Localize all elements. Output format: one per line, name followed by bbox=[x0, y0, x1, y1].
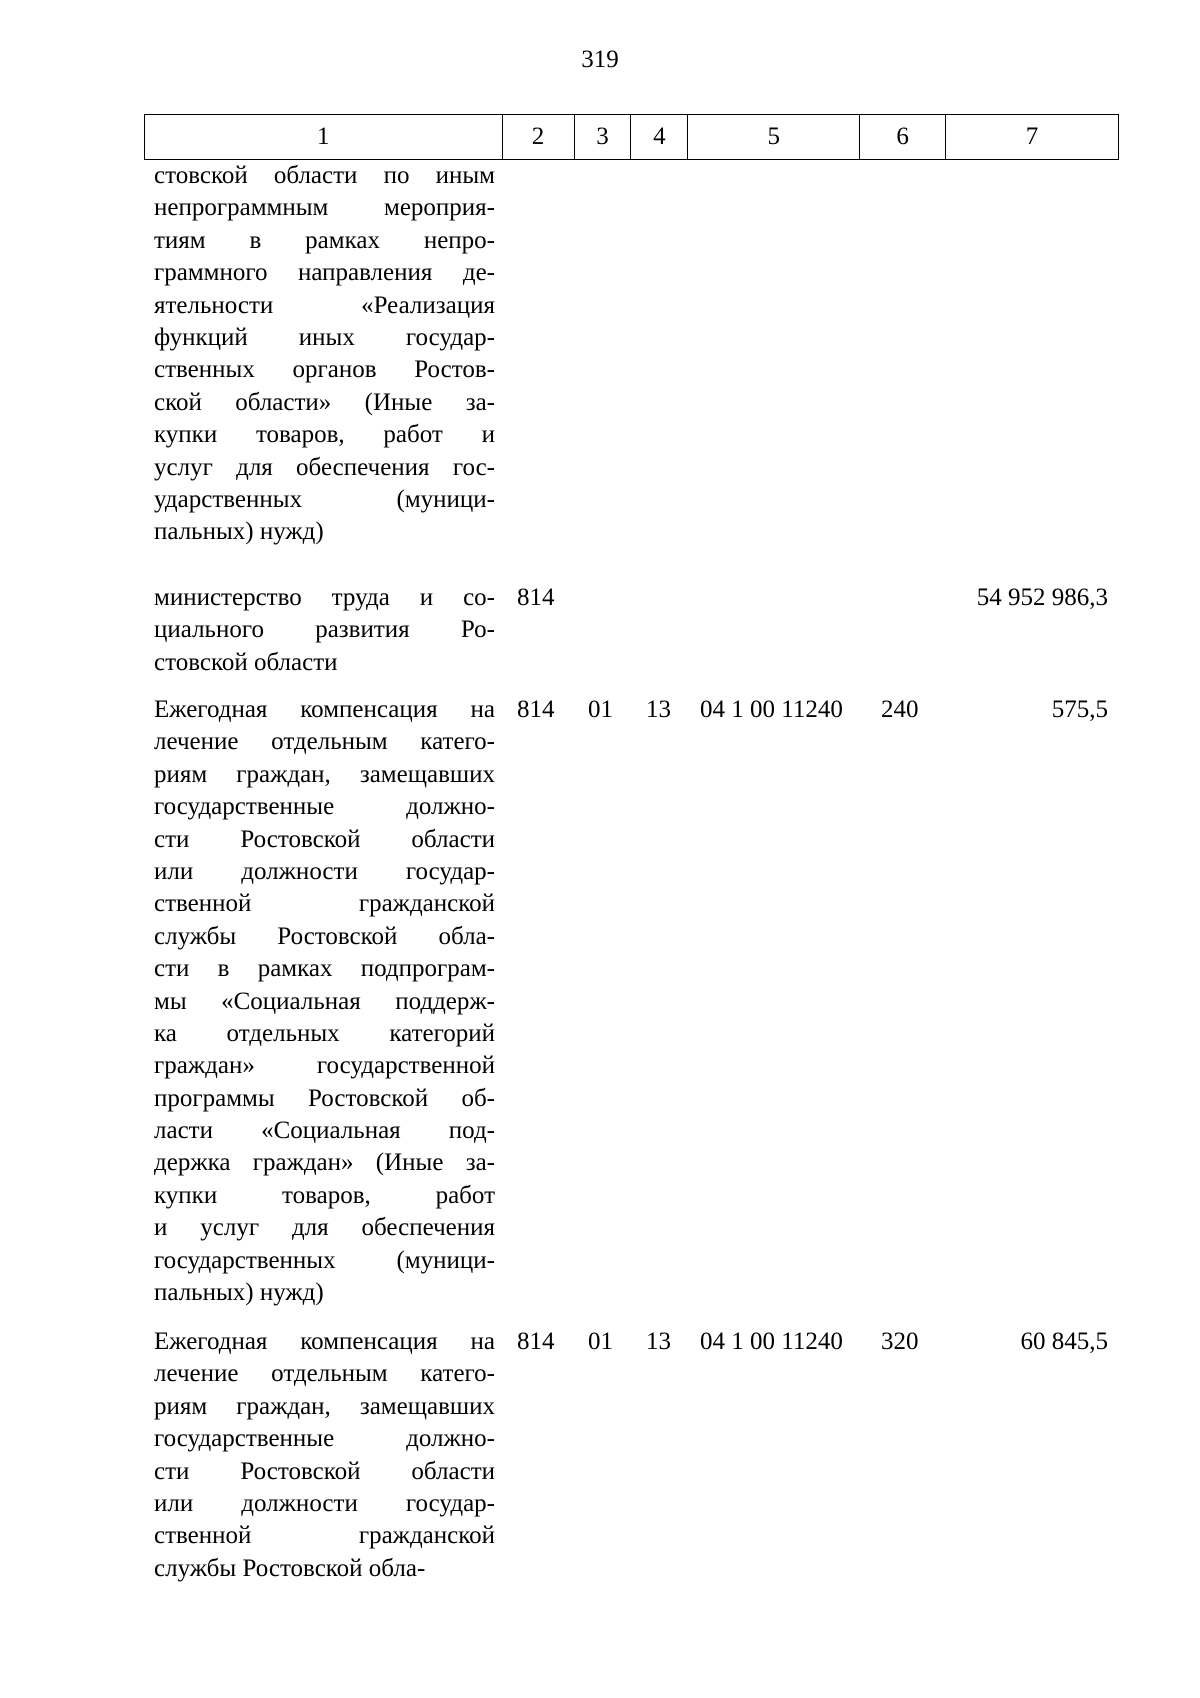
header-col-1: 1 bbox=[145, 115, 503, 160]
description-line: ской области» (Иные за- bbox=[154, 388, 495, 416]
description-line: стовской области bbox=[154, 648, 338, 676]
header-col-4: 4 bbox=[631, 115, 688, 160]
cell-pr: 13 bbox=[646, 1328, 671, 1355]
row-description bbox=[154, 694, 495, 1309]
header-col-5: 5 bbox=[688, 115, 860, 160]
description-line: стовской области по иным bbox=[154, 162, 495, 189]
description-line: ка отдельных категорий bbox=[154, 1019, 495, 1047]
description-line: тиям в рамках непро- bbox=[154, 226, 495, 254]
header-col-2: 2 bbox=[502, 115, 574, 160]
row-description bbox=[154, 1326, 495, 1585]
description-line: непрограммным мероприя- bbox=[154, 194, 495, 222]
description-line: функций иных государ- bbox=[154, 323, 495, 351]
cell-pr: 13 bbox=[646, 696, 671, 723]
description-line: службы Ростовской обла- bbox=[154, 922, 495, 950]
page-number: 319 bbox=[581, 46, 619, 73]
description-line: программы Ростовской об- bbox=[154, 1084, 495, 1112]
description-line: ственных органов Ростов- bbox=[154, 356, 495, 384]
description-line: держка граждан» (Иные за- bbox=[154, 1149, 495, 1177]
table-header bbox=[144, 114, 1119, 160]
header-col-7: 7 bbox=[946, 115, 1119, 160]
description-line: государственные должно- bbox=[154, 1425, 495, 1453]
description-line: ственной гражданской bbox=[154, 890, 495, 918]
header-col-6: 6 bbox=[860, 115, 946, 160]
description-line: или должности государ- bbox=[154, 857, 495, 885]
description-line: мы «Социальная поддерж- bbox=[154, 987, 495, 1015]
description-line: ударственных (муници- bbox=[154, 485, 495, 513]
cell-csr: 04 1 00 11240 bbox=[700, 696, 843, 723]
cell-vr: 320 bbox=[881, 1328, 919, 1355]
description-line: услуг для обеспечения гос- bbox=[154, 453, 495, 481]
description-line: ятельности «Реализация bbox=[154, 291, 495, 319]
description-line: риям граждан, замещавших bbox=[154, 760, 495, 788]
description-line: министерство труда и со- bbox=[154, 584, 495, 611]
description-line: сти в рамках подпрограм- bbox=[154, 955, 495, 983]
description-line: службы Ростовской обла- bbox=[154, 1554, 426, 1582]
description-line: ственной гражданской bbox=[154, 1522, 495, 1550]
cell-csr: 04 1 00 11240 bbox=[700, 1328, 843, 1355]
description-line: граммного направления де- bbox=[154, 259, 495, 287]
description-line: купки товаров, работ bbox=[154, 1181, 495, 1209]
row-description bbox=[154, 160, 495, 549]
cell-rz: 01 bbox=[588, 696, 613, 723]
description-line: купки товаров, работ и bbox=[154, 421, 495, 449]
description-line: и услуг для обеспечения bbox=[154, 1214, 495, 1242]
description-line: Ежегодная компенсация на bbox=[154, 696, 495, 723]
description-line: граждан» государственной bbox=[154, 1052, 495, 1080]
cell-vr: 240 bbox=[881, 696, 919, 723]
description-line: или должности государ- bbox=[154, 1489, 495, 1517]
description-line: лечение отдельным катего- bbox=[154, 1360, 495, 1388]
description-line: пальных) нужд) bbox=[154, 518, 324, 546]
cell-glav: 814 bbox=[517, 584, 555, 611]
description-line: сти Ростовской области bbox=[154, 1457, 495, 1485]
description-line: лечение отдельным катего- bbox=[154, 728, 495, 756]
cell-glav: 814 bbox=[517, 1328, 555, 1355]
cell-sum: 60 845,5 bbox=[1020, 1328, 1108, 1355]
description-line: пальных) нужд) bbox=[154, 1279, 324, 1307]
header-col-3: 3 bbox=[574, 115, 631, 160]
description-line: сти Ростовской области bbox=[154, 825, 495, 853]
cell-rz: 01 bbox=[588, 1328, 613, 1355]
description-line: ласти «Социальная под- bbox=[154, 1117, 495, 1145]
description-line: Ежегодная компенсация на bbox=[154, 1328, 495, 1355]
cell-sum: 54 952 986,3 bbox=[976, 584, 1108, 611]
cell-glav: 814 bbox=[517, 696, 555, 723]
description-line: риям граждан, замещавших bbox=[154, 1392, 495, 1420]
row-description bbox=[154, 582, 495, 679]
description-line: циального развития Ро- bbox=[154, 616, 495, 644]
description-line: государственных (муници- bbox=[154, 1246, 495, 1274]
description-line: государственные должно- bbox=[154, 793, 495, 821]
cell-sum: 575,5 bbox=[1051, 696, 1108, 723]
